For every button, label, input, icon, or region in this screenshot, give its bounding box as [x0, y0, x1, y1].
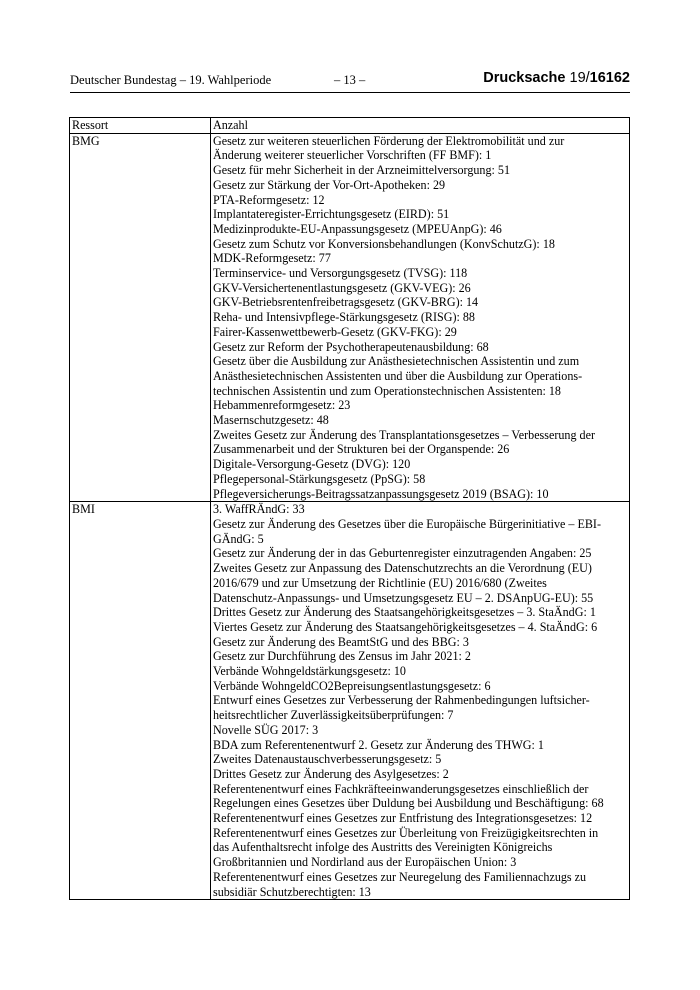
anzahl-cell	[211, 502, 630, 900]
ressort-cell: BMG	[70, 133, 211, 502]
law-entry-line: BDA zum Referentenentwurf 2. Gesetz zur Änderung des THWG: 1	[213, 737, 544, 752]
table-body	[70, 133, 630, 900]
law-entry-line: GKV-Betriebsrentenfreibetragsgesetz (GKV-BRG): 14	[213, 295, 479, 310]
law-entry-line: Zusammenarbeit und der Strukturen bei der Organspende: 26	[213, 442, 510, 457]
law-entry-line: 2016/679 und zur Umsetzung der Richtlinie (EU) 2016/680 (Zweites	[213, 575, 547, 590]
law-entry-line: technischen Assistentin und zum Operationstechnischen Assistenten: 18	[213, 383, 561, 398]
page-header	[70, 70, 630, 92]
law-entry-line: Gesetz zur Änderung des Gesetzes über die Europäische Bürgerinitiative – EBI-	[213, 516, 601, 531]
law-entry-line: PTA-Reformgesetz: 12	[213, 192, 325, 207]
law-entry-line: Novelle SÜG 2017: 3	[213, 722, 319, 737]
table-row	[70, 133, 630, 502]
column-header-anzahl: Anzahl	[211, 118, 630, 134]
law-entry-line: Referentenentwurf eines Gesetzes zur Überleitung von Freizügigkeitsrechten in	[213, 825, 599, 840]
law-entry-line: Fairer-Kassenwettbewerb-Gesetz (GKV-FKG): 29	[213, 324, 457, 339]
law-entry-line: Drittes Gesetz zur Änderung des Asylgesetzes: 2	[213, 766, 449, 781]
header-doc-label: Drucksache	[483, 70, 566, 86]
header-doc-prefix: 19/	[569, 70, 590, 86]
header-page-number: – 13 –	[334, 73, 366, 87]
law-entry-line: Masernschutzgesetz: 48	[213, 413, 329, 428]
column-header-ressort: Ressort	[70, 118, 211, 134]
law-entry-line: Gesetz für mehr Sicherheit in der Arzneimittelversorgung: 51	[213, 163, 510, 178]
law-entry-line: Gesetz zur Stärkung der Vor-Ort-Apotheken: 29	[213, 177, 446, 192]
law-entry-line: GKV-Versichertenentlastungsgesetz (GKV-VEG): 26	[213, 280, 471, 295]
law-entry-line: Großbritannien und Nordirland aus der Europäischen Union: 3	[213, 855, 517, 870]
law-entry-line: Regelungen eines Gesetzes über Duldung bei Ausbildung und Beschäftigung: 68	[213, 796, 604, 811]
law-entry-line: Entwurf eines Gesetzes zur Verbesserung der Rahmenbedingungen luftsicher-	[213, 693, 590, 708]
law-entry-line: Viertes Gesetz zur Änderung des Staatsangehörigkeitsgesetzes – 4. StaÄndG: 6	[213, 619, 598, 634]
law-entry-line: Hebammenreformgesetz: 23	[213, 398, 351, 413]
law-entry-line: Zweites Datenaustauschverbesserungsgesetz: 5	[213, 752, 442, 767]
law-entry-line: Implantateregister-Errichtungsgesetz (EIRD): 51	[213, 207, 450, 222]
header-rule	[70, 92, 630, 93]
header-document-id	[483, 70, 630, 86]
law-entry-line: subsidiär Schutzberechtigten: 13	[213, 884, 371, 899]
law-entry-line: Gesetz über die Ausbildung zur Anästhesietechnischen Assistentin und zum	[213, 354, 580, 369]
header-doc-number: 16162	[589, 70, 630, 86]
ressort-table	[69, 117, 630, 900]
law-entry-line: Gesetz zur Durchführung des Zensus im Jahr 2021: 2	[213, 649, 471, 664]
law-entry-line: Änderung weiterer steuerlicher Vorschriften (FF BMF): 1	[213, 148, 492, 163]
ressort-cell: BMI	[70, 502, 211, 900]
law-entry-line: Anästhesietechnischen Assistenten und über die Ausbildung zur Operations-	[213, 368, 583, 383]
anzahl-cell	[211, 133, 630, 502]
law-entry-line: Digitale-Versorgung-Gesetz (DVG): 120	[213, 457, 411, 472]
law-entry-line: Gesetz zur Reform der Psychotherapeutenausbildung: 68	[213, 339, 489, 354]
table-row	[70, 502, 630, 900]
law-entry-line: Pflegepersonal-Stärkungsgesetz (PpSG): 58	[213, 471, 426, 486]
law-entry-line: Verbände WohngeldCO2Bepreisungsentlastungsgesetz: 6	[213, 678, 491, 693]
law-entry-line: Zweites Gesetz zur Änderung des Transplantationsgesetzes – Verbesserung der	[213, 427, 595, 442]
table-header-row	[70, 118, 630, 134]
law-entry-line: das Aufenthaltsrecht infolge des Austritts des Vereinigten Königreichs	[213, 840, 553, 855]
law-entry-line: Terminservice- und Versorgungsgesetz (TVSG): 118	[213, 266, 468, 281]
law-entry-line: heitsrechtlicher Zuverlässigkeitsüberprüfungen: 7	[213, 708, 454, 723]
law-entry-line: Gesetz zur Änderung der in das Geburtenregister einzutragenden Angaben: 25	[213, 546, 592, 561]
law-entry-line: Datenschutz-Anpassungs- und Umsetzungsgesetz EU – 2. DSAnpUG-EU): 55	[213, 590, 594, 605]
law-entry-line: Pflegeversicherungs-Beitragssatzanpassungsgesetz 2019 (BSAG): 10	[213, 486, 549, 501]
law-entry-line: 3. WaffRÄndG: 33	[213, 502, 305, 517]
law-entry-line: Zweites Gesetz zur Anpassung des Datenschutzrechts an die Verordnung (EU)	[213, 561, 592, 576]
law-entry-line: Referentenentwurf eines Gesetzes zur Entfristung des Integrationsgesetzes: 12	[213, 811, 593, 826]
law-entry-line: Gesetz zum Schutz vor Konversionsbehandlungen (KonvSchutzG): 18	[213, 236, 555, 251]
header-publication: Deutscher Bundestag – 19. Wahlperiode	[70, 73, 272, 87]
law-entry-line: Gesetz zur weiteren steuerlichen Förderung der Elektromobilität und zur	[213, 133, 565, 148]
law-entry-line: GÄndG: 5	[213, 531, 264, 546]
law-entry-line: Referentenentwurf eines Fachkräfteeinwanderungsgesetzes einschließlich der	[213, 781, 589, 796]
law-entry-line: Drittes Gesetz zur Änderung des Staatsangehörigkeitsgesetzes – 3. StaÄndG: 1	[213, 605, 596, 620]
law-entry-line: Referentenentwurf eines Gesetzes zur Neuregelung des Familiennachzugs zu	[213, 869, 587, 884]
law-entry-line: Verbände Wohngeldstärkungsgesetz: 10	[213, 664, 406, 679]
law-entry-line: Reha- und Intensivpflege-Stärkungsgesetz (RISG): 88	[213, 310, 475, 325]
law-entry-line: MDK-Reformgesetz: 77	[213, 251, 331, 266]
law-entry-line: Medizinprodukte-EU-Anpassungsgesetz (MPEUAnpG): 46	[213, 221, 502, 236]
law-entry-line: Gesetz zur Änderung des BeamtStG und des BBG: 3	[213, 634, 469, 649]
